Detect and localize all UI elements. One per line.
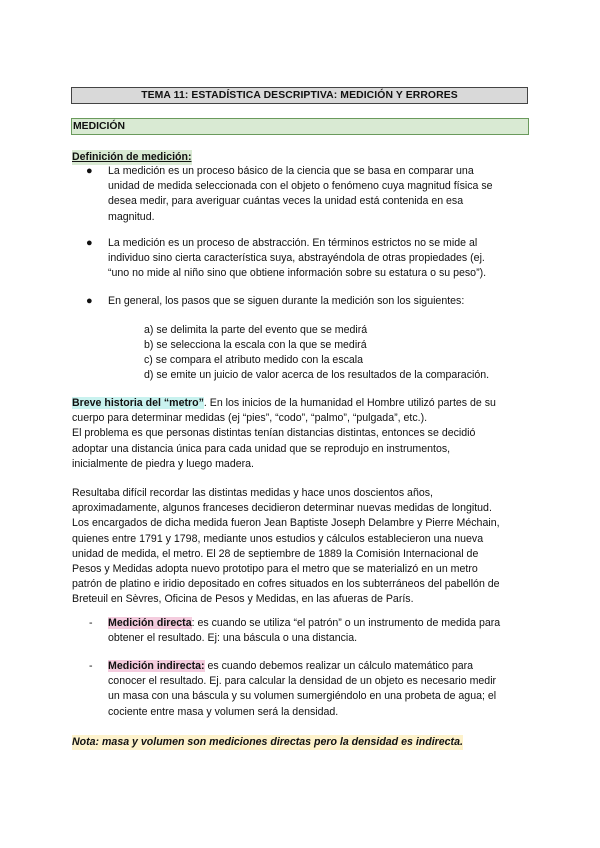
bullet-item (108, 294, 528, 309)
bullet-line: “uno no mide al niño sino que obtiene información sobre su estatura o su peso”). (108, 267, 487, 280)
step-item: a) se delimita la parte del evento que se medirá (144, 324, 368, 336)
direct-line: obtener el resultado. Ej: una báscula o una distancia. (108, 632, 358, 645)
history-line: cuerpo para determinar medidas (ej “pies”, “codo”, “palmo”, “pulgada”, etc.). (72, 412, 428, 425)
page-title: TEMA 11: ESTADÍSTICA DESCRIPTIVA: MEDICIÓN Y ERRORES (71, 87, 528, 104)
step-item: c) se compara el atributo medido con la escala (144, 354, 364, 366)
paragraph-line: quienes entre 1791 y 1798, mediante unos estudios y cálculos establecieron una nueva (72, 532, 484, 545)
bullet-line: unidad de medida seleccionada con el objeto o fenómeno cuya magnitud física se (108, 180, 493, 193)
step-item: b) se selecciona la escala con la que se medirá (144, 339, 367, 351)
bullet-icon: ● (86, 165, 93, 177)
paragraph-line: Resultaba difícil recordar las distintas medidas y hace unos doscientos años, (72, 487, 433, 499)
bullet-line: En general, los pasos que se siguen durante la medición son los siguientes: (108, 295, 465, 307)
bullet-line: La medición es un proceso básico de la ciencia que se basa en comparar una (108, 165, 474, 177)
step-item: d) se emite un juicio de valor acerca de los resultados de la comparación. (144, 369, 490, 381)
bullet-item (108, 164, 528, 225)
paragraph-line: patrón de platino e iridio depositado en cofres situados en los subterráneos del pabellón de (72, 578, 500, 591)
dash-icon: - (89, 617, 93, 629)
bullet-line: La medición es un proceso de abstracción. En términos estrictos no se mide al (108, 237, 478, 249)
note: Nota: masa y volumen son mediciones directas pero la densidad es indirecta. (72, 735, 463, 750)
indirect-line: un masa con una báscula y su volumen sumergiéndolo en una probeta de agua; el (108, 690, 497, 703)
indirect-term: Medición indirecta: (108, 660, 205, 672)
indirect-text: es cuando debemos realizar un cálculo matemático para (204, 660, 474, 672)
history-line: adoptar una distancia única para cada unidad que se reprodujo en instrumentos, (72, 442, 451, 455)
bullet-line: desea medir, para averiguar cuántas veces la unidad está contenida en esa (108, 195, 464, 208)
history-heading: Breve historia del “metro” (72, 397, 204, 409)
bullet-line: individuo sino cierta característica suya, abstrayéndola de otras propiedades (ej. (108, 252, 485, 265)
direct-term: Medición directa (108, 617, 192, 629)
bullet-icon: ● (86, 295, 93, 307)
bullet-icon: ● (86, 237, 93, 249)
paragraph-line: Pesos y Medidas adopta nuevo prototipo para el metro que se materializó en un metro (72, 563, 478, 576)
paragraph-line: Los encargados de dicha medida fueron Jean Baptiste Joseph Delambre y Pierre Méchain, (72, 517, 500, 530)
paragraph-line: Breteuil en Sèvres, Oficina de Pesos y Medidas, en las afueras de París. (72, 593, 414, 606)
history-text: . En los inicios de la humanidad el Hombre utilizó partes de su (203, 397, 496, 409)
metre-paragraph (72, 486, 522, 608)
bullet-item (108, 236, 528, 282)
direct-text: : es cuando se utiliza “el patrón” o un instrumento de medida para (191, 617, 501, 629)
dash-icon: - (89, 660, 93, 672)
section-heading: MEDICIÓN (71, 118, 529, 135)
history-paragraph (72, 396, 522, 472)
indirect-line: cociente entre masa y volumen será la densidad. (108, 705, 339, 718)
indirect-line: conocer el resultado. Ej. para calcular la densidad de un objeto es necesario medir (108, 675, 497, 688)
paragraph-line: aproximadamente, algunos franceses decidieron determinar nuevas medidas de longitud. (72, 502, 492, 515)
paragraph-line: unidad de medida, el metro. El 28 de septiembre de 1889 la Comisión Internacional de (72, 547, 479, 560)
history-line: El problema es que personas distintas tenían distancias distintas, entonces se decidió (72, 427, 476, 440)
direct-measurement-item (108, 616, 528, 646)
history-line: inicialmente de piedra y luego madera. (72, 457, 254, 470)
definition-heading: Definición de medición: (72, 150, 192, 165)
bullet-line: magnitud. (108, 210, 155, 223)
indirect-measurement-item (108, 659, 528, 720)
